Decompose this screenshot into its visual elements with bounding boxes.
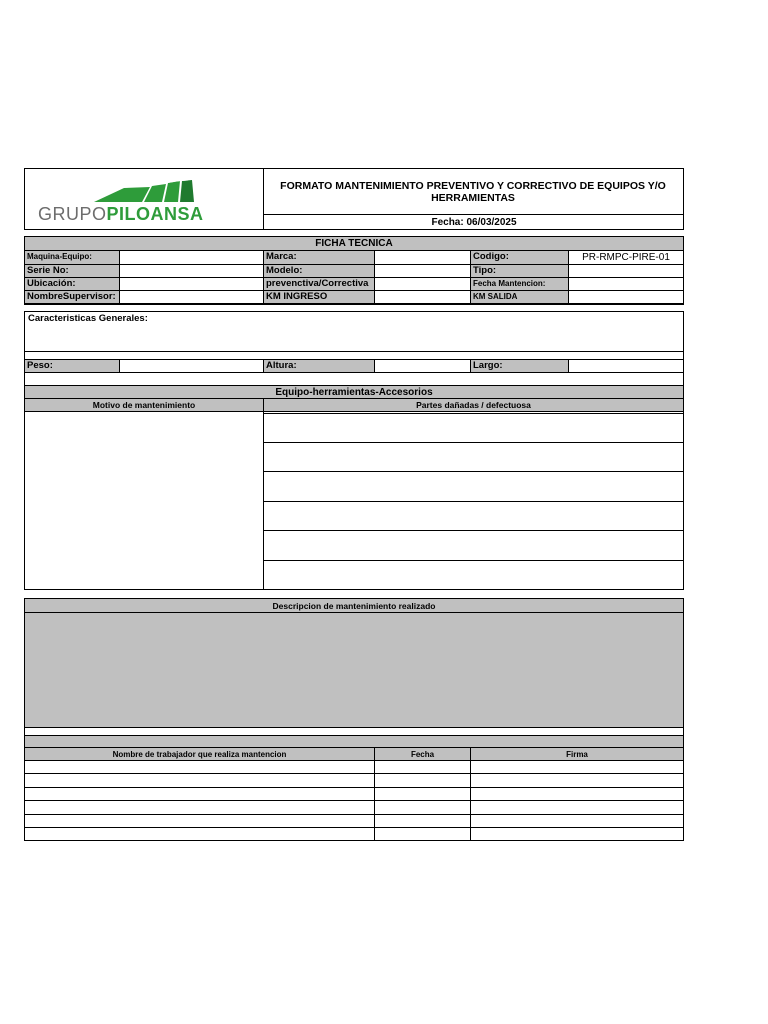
- col-firma: Firma: [470, 747, 684, 761]
- input-largo[interactable]: [569, 360, 683, 372]
- input-km-ingreso[interactable]: [375, 291, 470, 303]
- partes-row-5[interactable]: [263, 530, 684, 561]
- company-logo: [36, 176, 252, 226]
- label-tipo: Tipo:: [471, 265, 568, 277]
- input-maquina-equipo[interactable]: [120, 251, 263, 264]
- input-altura[interactable]: [375, 360, 470, 372]
- label-preventiva-correctiva: prevenctiva/Correctiva: [264, 278, 374, 290]
- label-nombre-supervisor: NombreSupervisor:: [25, 291, 119, 303]
- table-row: [24, 814, 684, 815]
- input-serie-no[interactable]: [120, 265, 263, 277]
- input-marca[interactable]: [375, 251, 470, 264]
- codigo-value: PR-RMPC-PIRE-01: [582, 252, 670, 263]
- col-motivo-mantenimiento: Motivo de mantenimiento: [24, 398, 264, 412]
- label-largo: Largo:: [471, 360, 568, 372]
- equipo-title: Equipo-herramientas-Accesorios: [24, 385, 684, 399]
- label-marca: Marca:: [264, 251, 374, 264]
- descripcion-title: Descripcion de mantenimiento realizado: [24, 598, 684, 613]
- spacer-row-2: [24, 372, 684, 386]
- input-modelo[interactable]: [375, 265, 470, 277]
- col-partes-danadas: Partes dañadas / defectuosa: [263, 398, 684, 412]
- descripcion-textarea[interactable]: [24, 612, 684, 728]
- input-nombre-supervisor[interactable]: [120, 291, 263, 303]
- input-ubicacion[interactable]: [120, 278, 263, 290]
- col-fecha: Fecha: [374, 747, 471, 761]
- form-date: Fecha: 06/03/2025: [431, 216, 517, 228]
- partes-row-2[interactable]: [263, 442, 684, 472]
- logo-text-grupo: GRUPO: [38, 204, 107, 224]
- label-fecha-mantencion: Fecha Mantencion:: [471, 278, 568, 290]
- label-maquina-equipo: Maquina-Equipo:: [25, 251, 119, 264]
- label-km-ingreso: KM INGRESO: [264, 291, 374, 303]
- col-nombre-trabajador: Nombre de trabajador que realiza mantencion: [24, 747, 375, 761]
- ficha-tecnica-title: FICHA TECNICA: [24, 236, 684, 251]
- label-ubicacion: Ubicación:: [25, 278, 119, 290]
- input-km-salida[interactable]: [569, 291, 683, 303]
- logo-text-piloansa: PILOANSA: [106, 204, 204, 224]
- input-fecha-mantencion[interactable]: [569, 278, 683, 290]
- input-peso[interactable]: [120, 360, 263, 372]
- partes-row-4[interactable]: [263, 501, 684, 531]
- label-altura: Altura:: [264, 360, 374, 372]
- table-row: [24, 800, 684, 801]
- partes-row-6[interactable]: [263, 560, 684, 590]
- label-km-salida: KM SALIDA: [471, 291, 568, 303]
- partes-row-1[interactable]: [263, 413, 684, 443]
- table-row: [24, 787, 684, 788]
- label-peso: Peso:: [25, 360, 119, 372]
- input-tipo[interactable]: [569, 265, 683, 277]
- table-row: [24, 827, 684, 828]
- label-serie-no: Serie No:: [25, 265, 119, 277]
- label-caracteristicas: Caracteristicas Generales:: [28, 313, 148, 324]
- motivo-textarea[interactable]: [24, 411, 264, 590]
- partes-row-3[interactable]: [263, 471, 684, 502]
- input-preventiva-correctiva[interactable]: [375, 278, 470, 290]
- form-title: FORMATO MANTENIMIENTO PREVENTIVO Y CORRECTIVO DE EQUIPOS Y/O HERRAMIENTAS: [280, 180, 666, 204]
- label-codigo: Codigo:: [471, 251, 568, 264]
- table-row: [24, 773, 684, 774]
- label-modelo: Modelo:: [264, 265, 374, 277]
- logo-fan-icon: [36, 176, 252, 206]
